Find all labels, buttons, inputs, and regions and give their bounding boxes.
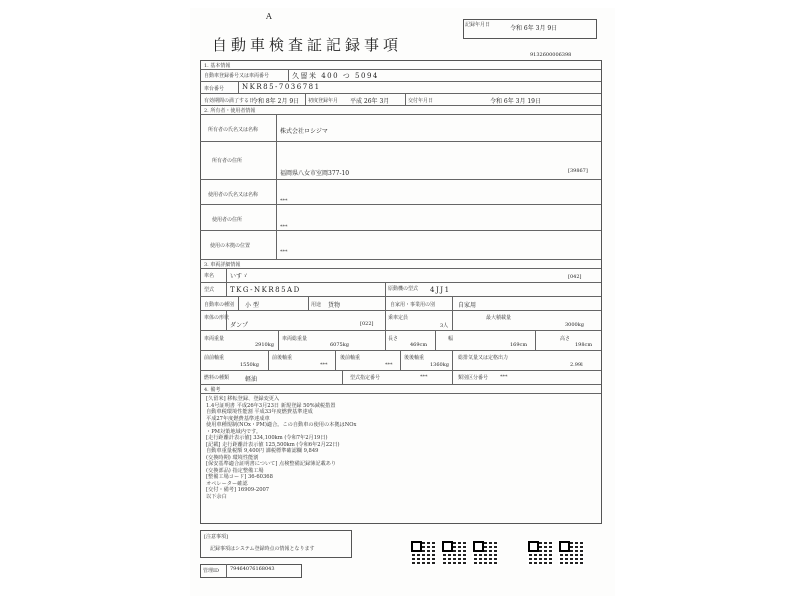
qr-code bbox=[527, 540, 553, 566]
first-reg-label: 初度登録年月 bbox=[308, 98, 339, 104]
remark-line: [保安基準適合証明書について] 点検整備記録簿記載あり bbox=[206, 461, 337, 467]
remark-line: [整備工場コード] 36-60368 bbox=[206, 474, 273, 480]
engine-value: 4JJ1 bbox=[430, 286, 451, 294]
qr-code bbox=[410, 540, 436, 566]
id-value: 79464076168043 bbox=[230, 566, 275, 572]
first-reg-value: 平成 26年 3月 bbox=[350, 98, 390, 105]
owner-addr-value: 福岡県八女市室岡377-10 bbox=[280, 170, 350, 177]
remark-line: (交換時期) 環境性能割 bbox=[206, 454, 259, 461]
fuel-value: 軽油 bbox=[245, 376, 258, 383]
width-value: 169cm bbox=[510, 342, 528, 348]
body-value: ダンプ bbox=[230, 322, 249, 329]
document-page bbox=[190, 8, 615, 596]
print-date-label: 記録年月日 bbox=[465, 22, 491, 28]
purpose-value: 自家用 bbox=[458, 302, 477, 309]
maker-value: いすゞ bbox=[230, 273, 249, 280]
remark-line: [記載] 走行距離計表示値 125,500km (令和6年2月22日) bbox=[206, 441, 340, 448]
category-value: *** bbox=[500, 374, 508, 380]
displacement-value: 2.99l bbox=[570, 362, 583, 368]
front-axle-label: 前前軸重 bbox=[204, 355, 225, 361]
displacement-label: 総排気量又は定格出力 bbox=[458, 355, 509, 361]
kind-value: 小 型 bbox=[245, 302, 259, 309]
section4-header: 4. 備考 bbox=[204, 387, 221, 393]
remark-line: 平成27年度燃費基準達成車 bbox=[206, 415, 270, 422]
gross-value: 6075kg bbox=[330, 342, 349, 348]
owner-code: [39867] bbox=[568, 168, 588, 174]
type-designation-value: *** bbox=[420, 374, 428, 380]
rf-axle-label: 後前軸重 bbox=[340, 355, 361, 361]
owner-addr-label: 所有者の住所 bbox=[212, 158, 243, 164]
section1-header: 1. 基本情報 bbox=[204, 63, 231, 69]
kind-label: 自動車の種別 bbox=[204, 302, 235, 308]
remark-line: 自動車重量税額 9,400円 課税標準確認欄 9,849 bbox=[206, 448, 319, 454]
qr-code bbox=[441, 540, 467, 566]
qr-code bbox=[472, 540, 498, 566]
valid-value: 令和 8年 2月 9日 bbox=[252, 98, 300, 105]
model-label: 型式 bbox=[204, 287, 215, 293]
user-addr-label: 使用者の住所 bbox=[212, 217, 243, 223]
body-label: 車体の形状 bbox=[204, 315, 230, 321]
chassis-value: NKR85-7036781 bbox=[242, 83, 321, 91]
weight-label: 車両重量 bbox=[204, 336, 225, 342]
section3-header: 3. 車両詳細情報 bbox=[204, 262, 241, 268]
body-code: [022] bbox=[360, 321, 374, 327]
max-load-value: 3000kg bbox=[565, 322, 584, 328]
height-value: 198cm bbox=[575, 342, 593, 348]
type-designation-label: 型式指定番号 bbox=[350, 375, 381, 381]
rear-axle-label: 後後軸重 bbox=[404, 355, 425, 361]
base-value: *** bbox=[280, 249, 288, 255]
document-title: 自動車検査証記録事項 bbox=[212, 36, 403, 54]
qr-code bbox=[558, 540, 584, 566]
front-axle-value: 1550kg bbox=[240, 362, 259, 368]
user-name-label: 使用者の氏名又は名称 bbox=[208, 192, 259, 198]
remark-line: オペレーター確認 bbox=[206, 480, 248, 487]
height-label: 高さ bbox=[560, 336, 571, 342]
document-serial: 9132600006398 bbox=[530, 52, 572, 58]
remark-line: 使用車種規制(NOx・PM)適合。この自動車の使用の本拠はNOx bbox=[206, 422, 357, 428]
issued-value: 令和 6年 3月 19日 bbox=[490, 98, 541, 105]
remark-line: 自動車税環境性能割 平成33年度燃費基準達成 bbox=[206, 409, 313, 415]
engine-label: 原動機の型式 bbox=[388, 286, 419, 292]
base-label: 使用の本拠の位置 bbox=[210, 243, 251, 249]
print-date-value: 令和 6年 3月 9日 bbox=[510, 25, 558, 32]
rear-axle-value: 1360kg bbox=[430, 362, 449, 368]
rf-axle-value: *** bbox=[385, 362, 393, 368]
owner-name-label: 所有者の氏名又は名称 bbox=[208, 127, 259, 133]
id-label: 管理ID bbox=[203, 568, 219, 574]
fuel-label: 燃料の種類 bbox=[204, 375, 230, 381]
valid-label: 有効期間の満了する日 bbox=[204, 98, 255, 104]
owner-name-value: 株式会社ロシジマ bbox=[280, 128, 328, 135]
remark-line: ・PM対策地域内です。 bbox=[206, 428, 262, 435]
reg-value: 久留米 400 つ 5094 bbox=[292, 72, 379, 80]
remark-line: [走行距離計表示値] 334,100km (令和7年2月19日) bbox=[206, 435, 328, 441]
remark-line: (交換部品) 指定整備工場 bbox=[206, 467, 264, 474]
width-label: 幅 bbox=[448, 336, 454, 342]
issued-label: 交付年月日 bbox=[408, 98, 434, 104]
remark-line: [交付・備考] 16909-2007 bbox=[206, 487, 270, 493]
length-label: 長さ bbox=[388, 336, 399, 342]
purpose-label: 自家用・事業用の別 bbox=[390, 302, 436, 308]
category-label: 類別区分番号 bbox=[458, 375, 489, 381]
weight-value: 2910kg bbox=[255, 342, 274, 348]
fr-axle-label: 前後軸重 bbox=[272, 355, 293, 361]
user-addr-value: *** bbox=[280, 224, 288, 230]
notice-label: [注意事項] bbox=[204, 534, 228, 540]
capacity-value: 3人 bbox=[440, 323, 449, 329]
fr-axle-value: *** bbox=[320, 362, 328, 368]
remarks-list bbox=[206, 396, 356, 500]
remark-line: [久留米] 移転登録、登録変更入 bbox=[206, 396, 280, 402]
chassis-label: 車台番号 bbox=[204, 86, 225, 92]
length-value: 469cm bbox=[410, 342, 428, 348]
capacity-label: 乗車定員 bbox=[388, 315, 409, 321]
section2-header: 2. 所有者・使用者情報 bbox=[204, 108, 256, 114]
use-value: 貨物 bbox=[328, 302, 341, 309]
max-load-label: 最大積載量 bbox=[486, 315, 512, 321]
maker-code: [042] bbox=[568, 274, 582, 280]
reg-label: 自動車登録番号又は車両番号 bbox=[204, 73, 270, 79]
use-label: 用途 bbox=[311, 302, 322, 308]
model-value: TKG-NKR85AD bbox=[230, 286, 301, 294]
notice-text: 記録事項はシステム登録時点の情報となります bbox=[210, 546, 315, 552]
remark-line: 以下余白 bbox=[206, 493, 227, 500]
maker-label: 車名 bbox=[204, 273, 215, 279]
user-name-value: *** bbox=[280, 198, 288, 204]
document-mark: A bbox=[266, 12, 272, 21]
gross-label: 車両総重量 bbox=[282, 336, 308, 342]
remark-line: 1.4号証明書 平成26年3月23日 新規登録 50%減税措置 bbox=[206, 402, 336, 409]
